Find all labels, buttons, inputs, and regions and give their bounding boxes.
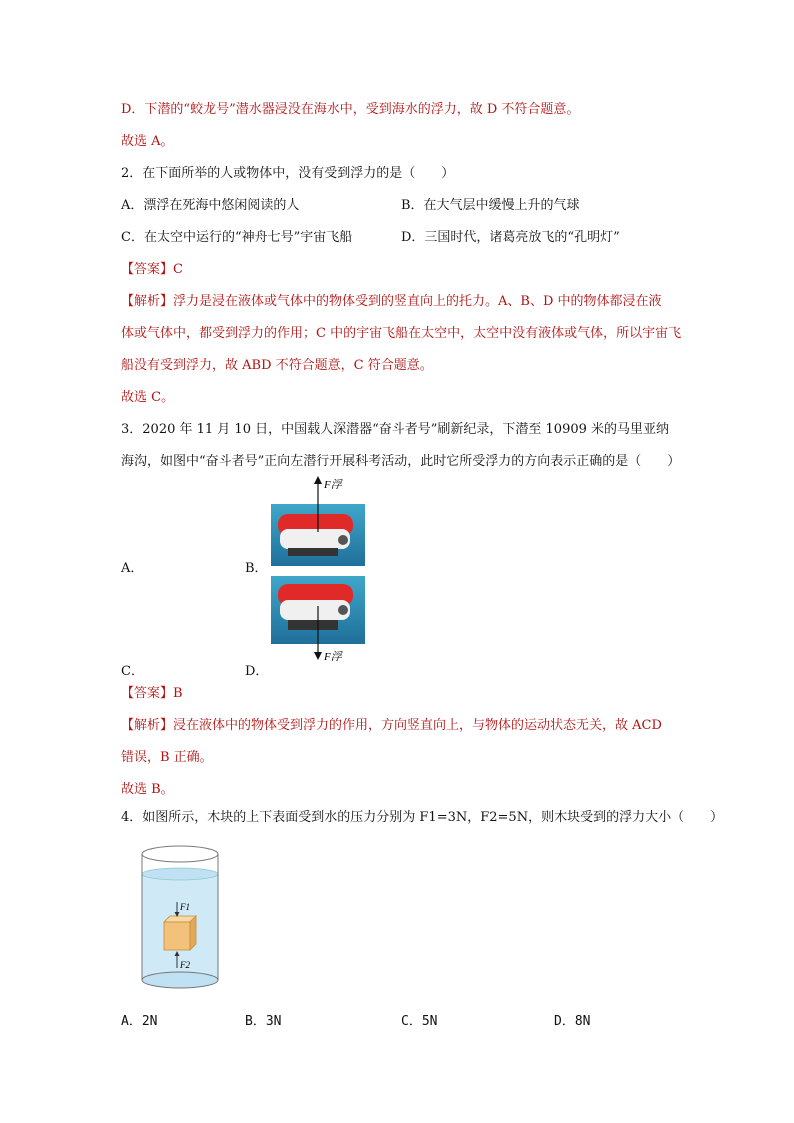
q3-analysis-line1: 【解析】浸在液体中的物体受到浮力的作用，方向竖直向上，与物体的运动状态无关，故 ACD	[121, 718, 662, 733]
q2-answer: 【答案】C	[121, 262, 183, 277]
q2-option-b: B．在大气层中缓慢上升的气球	[401, 198, 580, 213]
beaker-bottom	[142, 972, 218, 988]
submarine-window	[338, 605, 348, 615]
q3-stem-line1: 3．2020 年 11 月 10 日，中国载人深潜器“奋斗者号”刷新纪录，下潜至 10909 米的马里亚纳	[121, 422, 670, 437]
q2-option-d: D．三国时代，诸葛亮放飞的“孔明灯”	[401, 230, 620, 245]
q4-option-c: C．5N	[401, 1014, 438, 1029]
q3-option-a: A．	[121, 561, 144, 576]
arrowhead-down-icon	[314, 652, 322, 660]
force-label-up: F浮	[324, 479, 342, 491]
q2-analysis-line3: 船没有受到浮力，故 ABD 不符合题意，C 符合题意。	[121, 358, 433, 373]
q3-analysis-line2: 错误，B 正确。	[121, 750, 213, 765]
q3-stem-line2: 海沟，如图中“奋斗者号”正向左潜行开展科考活动，此时它所受浮力的方向表示正确的是（ ）	[121, 454, 681, 469]
q3-choose: 故选 B。	[121, 782, 174, 797]
q4-option-b: B．3N	[245, 1014, 282, 1029]
q2-stem: 2．在下面所举的人或物体中，没有受到浮力的是（ ）	[121, 166, 455, 181]
q4-beaker-figure	[138, 842, 224, 992]
q3-figure-d	[268, 576, 368, 668]
submarine-window	[338, 535, 348, 545]
f2-label: F2	[180, 960, 190, 970]
q4-stem: 4．如图所示，木块的上下表面受到水的压力分别为 F1=3N，F2=5N，则木块受到的浮力大小（ ）	[121, 810, 724, 825]
q3-figure-b	[268, 474, 368, 566]
q3-answer: 【答案】B	[121, 686, 183, 701]
q4-option-a: A．2N	[121, 1014, 158, 1029]
block-side-face	[190, 916, 196, 950]
q2-analysis-line2: 体或气体中，都受到浮力的作用；C 中的宇宙飞船在太空中，太空中没有液体或气体，所以宇宙飞	[121, 326, 682, 341]
arrowhead-up-icon	[314, 476, 322, 484]
q3-option-c: C．	[121, 664, 144, 679]
water-surface	[142, 868, 218, 880]
force-label-down: F浮	[324, 651, 342, 663]
f1-label: F1	[180, 902, 190, 912]
q1-choose: 故选 A。	[121, 134, 174, 149]
q2-option-a: A．漂浮在死海中悠闲阅读的人	[121, 198, 300, 213]
q2-option-c: C．在太空中运行的“神舟七号”宇宙飞船	[121, 230, 353, 245]
q2-analysis-line1: 【解析】浮力是浸在液体或气体中的物体受到的竖直向上的托力。A、B、D 中的物体都浸在液	[121, 294, 662, 309]
q3-option-b: B．	[245, 561, 268, 576]
q2-choose: 故选 C。	[121, 390, 175, 405]
wooden-block	[164, 922, 190, 950]
submarine-equipment	[288, 548, 338, 556]
q1-option-d-explanation: D．下潜的“蛟龙号”潜水器浸没在海水中，受到海水的浮力，故 D 不符合题意。	[121, 102, 580, 117]
q3-option-d: D．	[245, 664, 269, 679]
submarine-equipment	[288, 620, 338, 630]
q4-option-d: D．8N	[554, 1014, 591, 1029]
beaker-rim	[142, 846, 218, 862]
